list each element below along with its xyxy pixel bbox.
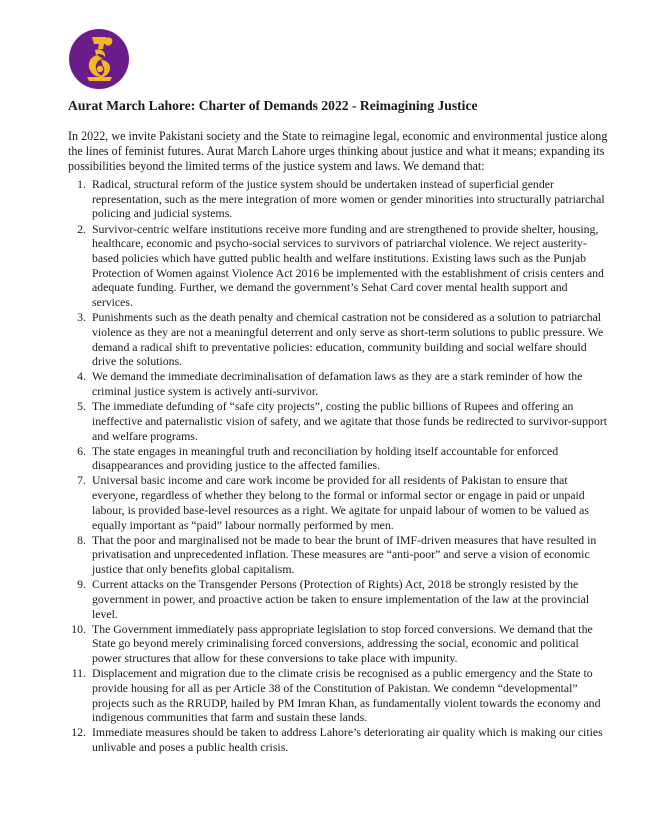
demand-item: [68, 533, 608, 577]
demand-item: [68, 310, 608, 369]
demand-number: 9.: [77, 577, 86, 592]
demand-number: 4.: [77, 369, 86, 384]
demand-number: 2.: [77, 221, 86, 236]
demand-item: [68, 399, 608, 443]
demand-text: We demand the immediate decriminalisation of defamation laws as they are a stark reminder of how the criminal justice system is actively anti-survivor.: [92, 369, 583, 399]
demand-text: Current attacks on the Transgender Persons (Protection of Rights) Act, 2018 be strongly resisted by the government in power, and proactive action be taken to ensure implementation of the law at the provincial level.: [92, 577, 590, 621]
demands-list: [68, 177, 608, 755]
demand-text: That the poor and marginalised not be made to bear the brunt of IMF-driven measures that have resulted in privatisation and unprecedented inflation. These measures are “anti-poor” and serve a vision of economic justice that only benefits global capitalism.: [92, 532, 597, 577]
demand-number: 10.: [71, 621, 86, 636]
demand-item: [68, 473, 608, 532]
demand-item: [68, 577, 608, 621]
demand-text: The state engages in meaningful truth and reconciliation by holding itself accountable for enforced disappearances and providing justice to the affected families.: [92, 443, 559, 473]
demand-number: 6.: [77, 443, 86, 458]
demand-item: [68, 222, 608, 310]
demand-text: Immediate measures should be taken to address Lahore’s deteriorating air quality which is making our cities unlivable and poses a public health crisis.: [92, 725, 603, 755]
logo-graphic: [68, 28, 130, 90]
demand-item: [68, 177, 608, 221]
demand-text: The immediate defunding of “safe city projects”, costing the public billions of Rupees and offering an ineffective and paternalistic vision of safety, and we agitate that those funds be redirected to survivor-support and welfare programs.: [92, 399, 608, 443]
demand-number: 3.: [77, 310, 86, 325]
demand-number: 1.: [77, 177, 86, 191]
demand-item: [68, 725, 608, 754]
aurat-march-logo-icon: [68, 28, 130, 90]
demand-item: [68, 444, 608, 473]
demand-text: Displacement and migration due to the climate crisis be recognised as a public emergency and the State to provide housing for all as per Article 38 of the Constitution of Pakistan. We condemn “developmental” projects such as the RRUDP, hailed by PM Imran Khan, as fundamentally violent towards the economy and indigenous communities that farm and sustain these lands.: [92, 666, 601, 725]
page-title: Aurat March Lahore: Charter of Demands 2022 - Reimagining Justice: [68, 98, 478, 113]
demand-number: 8.: [77, 532, 86, 547]
demand-text: The Government immediately pass appropriate legislation to stop forced conversions. We demand that the State go beyond merely criminalising forced conversions, addressing the social, economic and political power structures that allow for these conversions to take place with impunity.: [92, 621, 593, 666]
demand-text: Universal basic income and care work income be provided for all residents of Pakistan to ensure that everyone, regardless of whether they belong to the formal or informal sector or engage in paid or unpaid labour, is provided base-level resources as a right. We agitate for unpaid labour of women to be valued as equally important as “paid” labour normally performed by men.: [92, 473, 589, 532]
demand-number: 7.: [77, 473, 86, 488]
demand-number: 5.: [77, 399, 86, 414]
demand-number: 11.: [71, 666, 86, 681]
demand-text: Survivor-centric welfare institutions receive more funding and are strengthened to provide shelter, housing, healthcare, economic and psycho-social services to survivors of patriarchal violence. We reject austerity-based policies which have gutted public health and welfare institutions. Existing laws such as the Punjab Protection of Women against Violence Act 2016 be implemented with the establishment of crisis centers and adequate funding. Further, we demand the government’s Sehat Card cover mental health support and services.: [92, 221, 604, 310]
demand-item: [68, 369, 608, 398]
demand-item: [68, 666, 608, 725]
intro-paragraph: In 2022, we invite Pakistani society and the State to reimagine legal, economic and environmental justice along the lines of feminist futures. Aurat March Lahore urges thinking about justice and what it means; expanding its possibilities beyond the limited terms of the justice system and laws. We demand that:: [68, 129, 608, 173]
demand-text: Radical, structural reform of the justice system should be undertaken instead of superficial gender representation, such as the mere integration of more women or gender minorities into structurally patriarchal policing and judicial systems.: [92, 177, 605, 221]
demand-item: [68, 622, 608, 666]
demand-text: Punishments such as the death penalty and chemical castration not be considered as a solution to patriarchal violence as they are not a meaningful deterrent and only serve as short-term solutions to public pressure. We demand a radical shift to preventative policies: education, community building and social welfare should drive the solutions.: [92, 310, 604, 369]
demand-number: 12.: [71, 725, 86, 740]
